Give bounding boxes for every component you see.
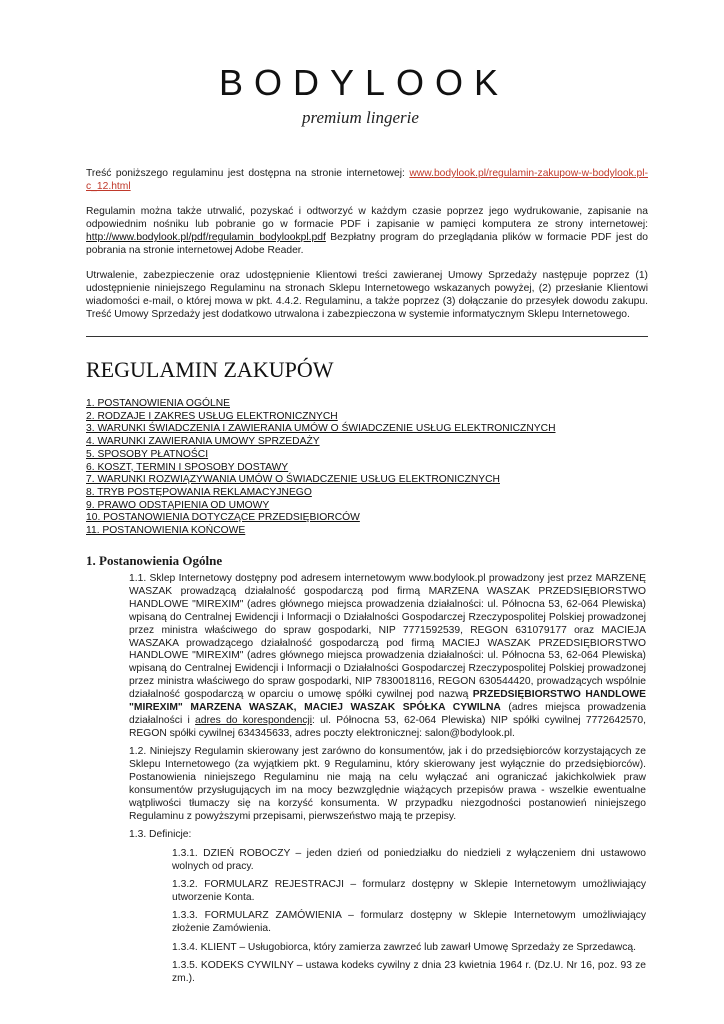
company-name: PRZEDSIĘBIORSTWO HANDLOWE "MIREXIM" MARZENA WASZAK, MACIEJ WASZAK SPÓŁKA CYWILNA: [129, 689, 646, 714]
definition-1-3-3: 1.3.3. FORMULARZ ZAMÓWIENIA – formularz dostępny w Sklepie Internetowym umożliwiający złożenie Zamówienia.: [172, 910, 646, 935]
toc-link-1[interactable]: 1. POSTANOWIENIA OGÓLNE: [86, 398, 230, 409]
toc-link-5[interactable]: 5. SPOSOBY PŁATNOŚCI: [86, 448, 209, 460]
definition-1-3-1: 1.3.1. DZIEŃ ROBOCZY – jeden dzień od poniedziałku do niedzieli z wyłączeniem dni ustawowo wolnych od pracy.: [172, 847, 646, 872]
brand-tagline: premium lingerie: [302, 108, 419, 127]
intro-paragraph-download: [86, 206, 648, 258]
toc-link-2[interactable]: 2. RODZAJE I ZAKRES USŁUG ELEKTRONICZNYCH: [86, 410, 338, 422]
intro-paragraph-storage: Utrwalenie, zabezpieczenie oraz udostępnienie Klientowi treści zawieranej Umowy Sprzedaży następuje poprzez (1) udostępnienie niniejszego Regulaminu na stronach Sklepu Internetowego wskazanych powyżej, (2) przesłanie Klientowi wiadomości e-mail, o której mowa w pkt. 4.4.2. Regulaminu, a także poprzez (3) dołączanie do przesyłek dowodu zakupu. Treść Umowy Sprzedaży jest dodatkowo utrwalona i zabezpieczona w systemie informatycznym Sklepu Internetowego.: [86, 270, 648, 321]
brand-name: BODYLOOK: [218, 62, 510, 103]
regulations-url-link[interactable]: www.bodylook.pl/regulamin-zakupow-w-bodylook.pl-c_12.html: [86, 168, 648, 192]
toc-link-9[interactable]: 9. PRAWO ODSTĄPIENIA OD UMOWY: [86, 499, 270, 511]
toc-link-3[interactable]: 3. WARUNKI ŚWIADCZENIA I ZAWIERANIA UMÓW O ŚWIADCZENIE USŁUG ELEKTRONICZNYCH: [86, 423, 556, 435]
section-body: [129, 573, 646, 991]
toc-link-8[interactable]: 8. TRYB POSTĘPOWANIA REKLAMACYJNEGO: [86, 486, 312, 498]
paragraph-text: 1.1. Sklep Internetowy dostępny pod adresem internetowym www.bodylook.pl prowadzony jest przez MARZENĘ WASZAK prowadzącą działalność gospodarczą pod firmą MARZENA WASZAK PRZEDSIĘBIORSTWO HANDLOWE "MIREXIM" (adres głównego miejsca prowadzenia działalności: ul. Północna 53, 62-064 Plewiska) wpisaną do Centralnej Ewidencji i Informacji o Działalności Gospodarczej Rzeczypospolitej Polskiej prowadzonej przez ministra właściwego do spraw gospodarki, NIP 7771592539, REGON 631079177 oraz MACIEJA WASZAKA prowadzącego działalność gospodarczą pod firmą MACIEJ WASZAK PRZEDSIĘBIORSTWO HANDLOWE "MIREXIM" (adres głównego miejsca prowadzenia działalności: ul. Północna 53, 62-064 Plewiska) wpisaną do Centralnej Ewidencji i Informacji o Działalności Gospodarczej Rzeczypospolitej Polskiej prowadzonej przez ministra właściwego do spraw gospodarki, NIP 7830018116, REGON 630544420, prowadzących wspólnie działalność gospodarczą w oparciu o umowę spółki cywilnej pod nazwą: [129, 573, 646, 701]
toc-link-4[interactable]: 4. WARUNKI ZAWIERANIA UMOWY SPRZEDAŻY: [86, 436, 320, 448]
definition-1-3-2: 1.3.2. FORMULARZ REJESTRACJI – formularz dostępny w Sklepie Internetowym umożliwiający utworzenie Konta.: [172, 878, 646, 903]
paragraph-text: (adres miejsca prowadzenia działalności i: [129, 702, 646, 726]
page-title: REGULAMIN ZAKUPÓW: [86, 357, 334, 382]
intro-text: Bezpłatny program do przeglądania plików w formacie PDF jest do pobrania na stronie internetowej Adobe Reader.: [86, 232, 648, 257]
toc-link-7[interactable]: 7. WARUNKI ROZWIĄZYWANIA UMÓW O ŚWIADCZENIE USŁUG ELEKTRONICZNYCH: [86, 474, 500, 486]
intro-section: [86, 168, 648, 335]
pdf-download-link[interactable]: http://www.bodylook.pl/pdf/regulamin_bodylookpl.pdf: [86, 232, 326, 244]
paragraph-1-2: 1.2. Niniejszy Regulamin skierowany jest zarówno do konsumentów, jak i do przedsiębiorców korzystających ze Sklepu Internetowego (za wyjątkiem pkt. 9 Regulaminu, który skierowany jest wyłącznie do przedsiębiorców). Postanowienia niniejszego Regulaminu nie mają na celu wyłączać ani ograniczać jakichkolwiek praw konsumentów przysługujących im na mocy bezwzględnie wiążących przepisów prawa - wszelkie ewentualne wątpliwości tłumaczy się na korzyść konsumenta. W przypadku niezgodności postanowień niniejszego Regulaminu z powyższymi przepisami, pierwszeństwo mają te przepisy.: [129, 746, 646, 822]
toc-link-11[interactable]: 11. POSTANOWIENIA KOŃCOWE: [86, 525, 246, 537]
divider: [86, 336, 648, 337]
table-of-contents: [86, 398, 556, 538]
paragraph-1-1: [129, 573, 646, 741]
toc-link-10[interactable]: 10. POSTANOWIENIA DOTYCZĄCE PRZEDSIĘBIORCÓW: [86, 512, 360, 524]
section-heading: 1. Postanowienia Ogólne: [86, 553, 223, 568]
correspondence-address-label: adres do korespondencji: [195, 714, 313, 726]
intro-paragraph-availability: [86, 168, 648, 194]
paragraph-1-3: 1.3. Definicje:: [129, 829, 192, 841]
intro-text: Regulamin można także utrwalić, pozyskać i odtworzyć w każdym czasie poprzez jego wydrukowanie, zapisanie na odpowiednim nośniku lub pobranie go w formacie PDF i zapisanie w pamięci komputera ze strony internetowej:: [86, 206, 648, 231]
intro-text: Treść poniższego regulaminu jest dostępna na stronie internetowej:: [86, 168, 410, 179]
brand-logo: [0, 62, 724, 127]
paragraph-text: : ul. Północna 53, 62-064 Plewiska) NIP spółki cywilnej 7772642570, REGON spółki cywilnej 634345633, adres poczty elektronicznej: salon@bodylook.pl.: [129, 714, 646, 739]
definition-1-3-4: 1.3.4. KLIENT – Usługobiorca, który zamierza zawrzeć lub zawarł Umowę Sprzedaży ze Sprzedawcą.: [172, 941, 636, 953]
definition-1-3-5: 1.3.5. KODEKS CYWILNY – ustawa kodeks cywilny z dnia 23 kwietnia 1964 r. (Dz.U. Nr 16, poz. 93 ze zm.).: [172, 959, 646, 984]
toc-link-6[interactable]: 6. KOSZT, TERMIN I SPOSOBY DOSTAWY: [86, 461, 289, 473]
